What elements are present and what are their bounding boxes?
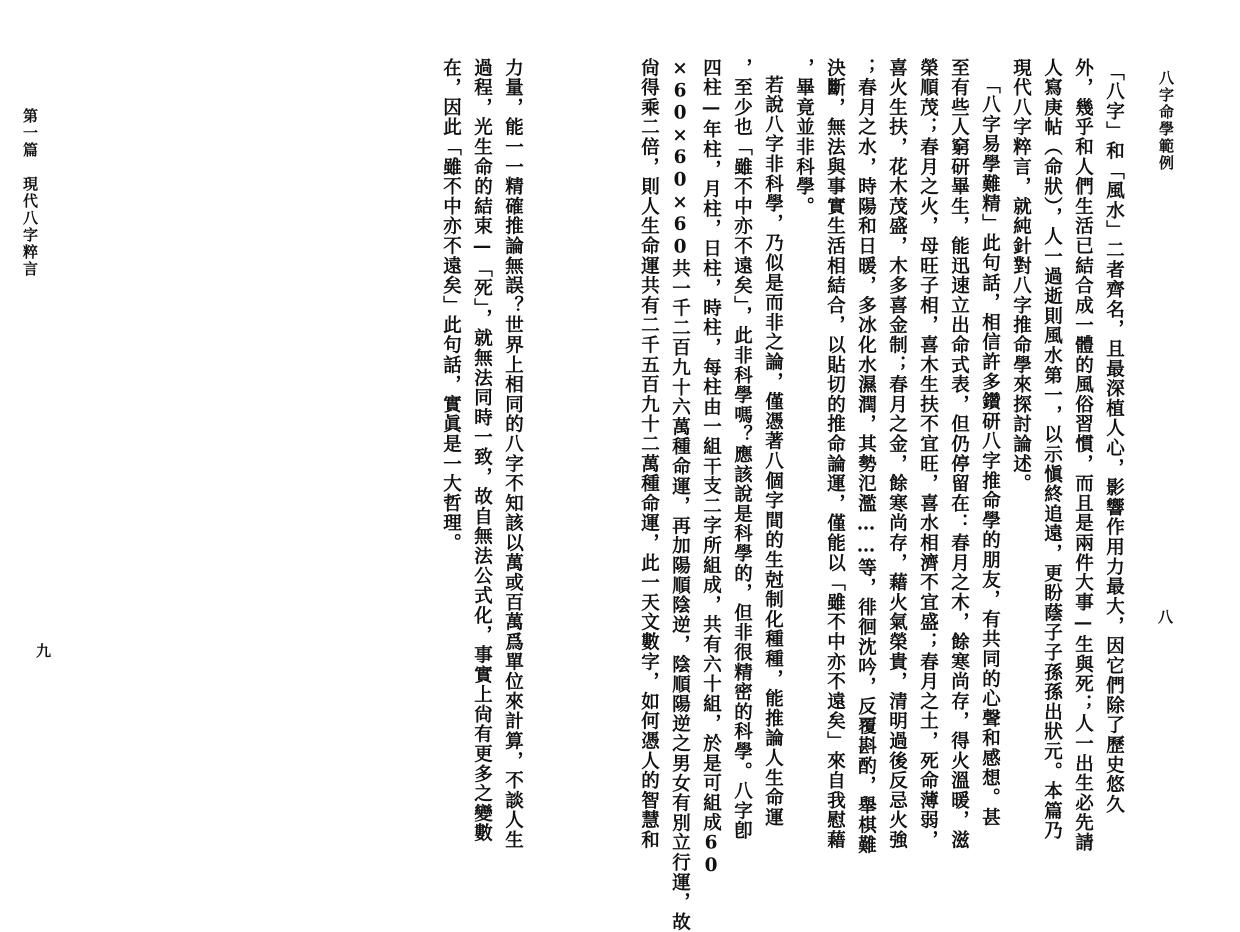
text-column: ×60×60×60共一千二百九十六萬種命運，再加陽順陰逆，陰順陽逆之男女有別立行運，故	[669, 58, 691, 932]
running-header: 第一篇 現代八字粹言	[21, 108, 39, 278]
text-column: 四柱—年柱，月柱，日柱，時柱，每柱由一組干支二字所組成，共有六十組，於是可組成60	[700, 58, 722, 878]
page-number: 八	[1158, 608, 1174, 626]
left-page	[0, 0, 524, 850]
text-column: ；春月之水，時陽和日暖，多冰化水濕潤，其勢氾濫……等，徘徊沈吟，反覆斟酌，舉棋難	[855, 58, 877, 855]
text-column: 人寫庚帖（命狀），人一過逝則風水第一，以示愼終追遠，更盼蔭子子孫孫出狀元。本篇乃	[1041, 58, 1063, 841]
text-column: 尙得乘二倍，則人生命運共有二千五百九十二萬種命運，此一天文數字，如何憑人的智慧和	[638, 58, 660, 850]
page-number: 九	[36, 642, 52, 660]
text-column: 喜火生扶，花木茂盛，木多喜金制；春月之金，餘寒尚存，藉火氣榮貴，清明過後反忌火強	[886, 58, 908, 850]
text-column: 至有些人窮研畢生，能迅速立出命式表，但仍停留在：春月之木，餘寒尚存，得火溫暖，滋	[948, 58, 970, 850]
running-header: 八字命學範例	[1157, 70, 1175, 172]
text-column: 「八字」和「風水」二者齊名，且最深植人心，影響作用力最大，因它們除了歷史悠久	[1103, 62, 1125, 815]
text-column: 過程，光生命的結束—「死」，就無法同時一致，故自無法公式化，事實上尙有更多之變數	[471, 58, 493, 844]
text-column: 外，幾乎和人們生活已結合成一體的風俗習慣，而且是兩件大事—生與死；人一出生必先請	[1072, 58, 1094, 853]
text-column: ，至少也「雖不中亦不遠矣」，此非科學嗎？應該說是科學的，但非很精密的科學。八字卽	[731, 58, 753, 841]
text-column: 現代八字粹言，就純針對八字推命學來探討論述。	[1010, 58, 1032, 494]
right-page	[430, 0, 1240, 932]
text-column: ，畢竟並非科學。	[793, 58, 815, 217]
text-column: 榮順茂；春月之火，母旺子相，喜木生扶不宜旺，喜水相濟不宜盛；春月之土，死命薄弱，	[917, 58, 939, 850]
text-column: 決斷，無法與事實生活相結合，以貼切的推命論運，僅能以「雖不中亦不遠矣」來自我慰藉	[824, 58, 846, 850]
text-column: 在，因此「雖不中亦不遠矣」此句話，實眞是一大哲理。	[440, 58, 462, 553]
text-column: 若說八字非科學，乃似是而非之論，僅憑著八個字間的生尅制化種種，能推論人生命運	[762, 75, 784, 828]
text-column: 「八字易學難精」此句話，相信許多鑽研八字推命學的朋友，有共同的心聲和感想。甚	[979, 75, 1001, 828]
text-column: 力量，能一一精確推論無誤？世界上相同的八字不知該以萬或百萬爲單位來計算，不談人生	[502, 58, 524, 850]
